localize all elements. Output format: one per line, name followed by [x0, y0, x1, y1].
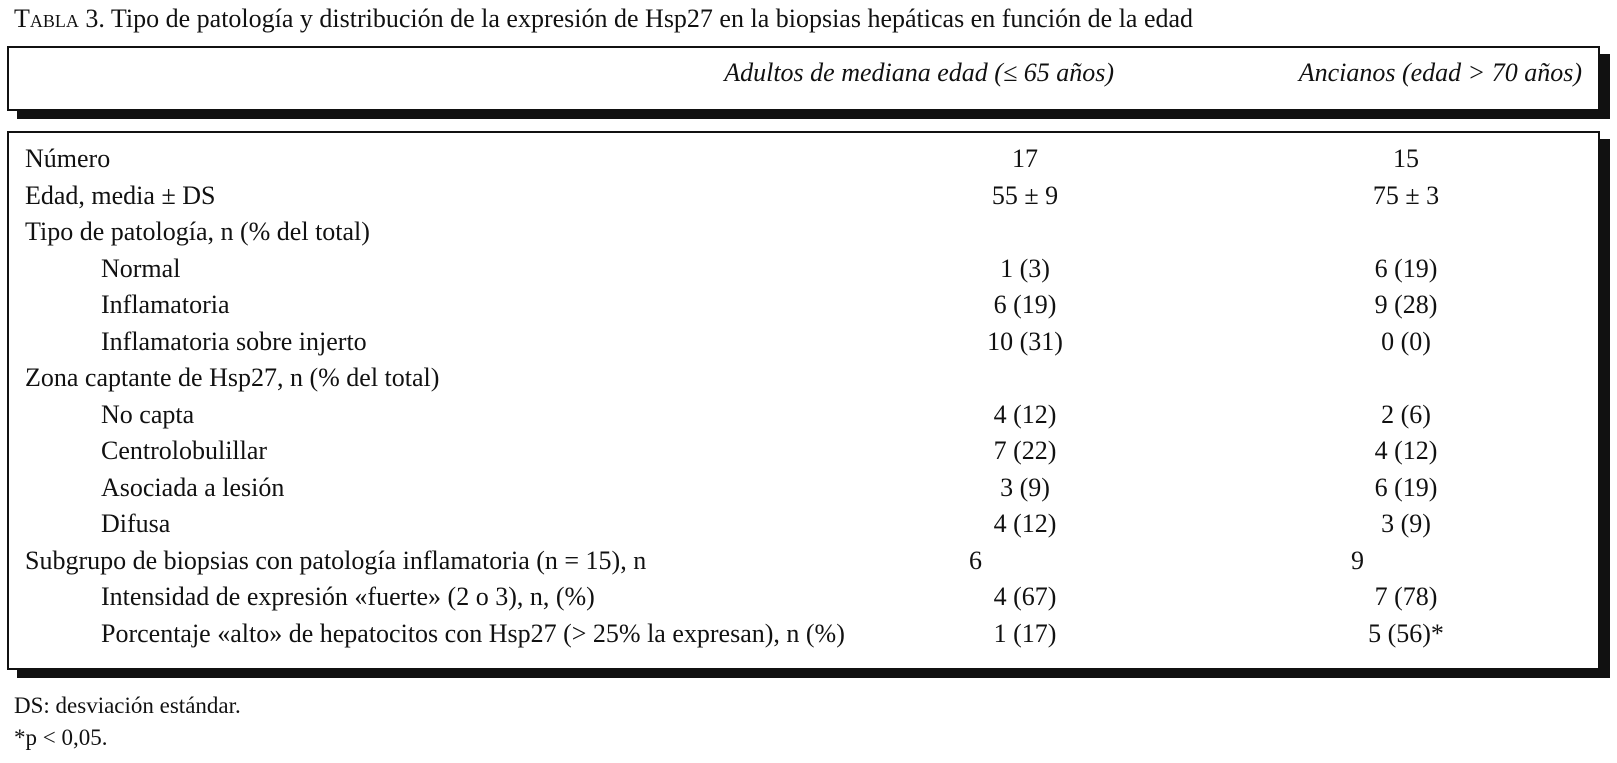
- row-value-adultos: 6 (19): [993, 290, 1057, 319]
- footnote-p: *p < 0,05.: [14, 725, 108, 750]
- row-label: Asociada a lesión: [101, 472, 285, 502]
- row-label: Zona captante de Hsp27, n (% del total): [25, 363, 440, 392]
- table-row: [9, 251, 1598, 288]
- table-row: [9, 178, 1598, 215]
- row-value-ancianos: 9: [1351, 545, 1364, 575]
- row-value-ancianos: 4 (12): [1374, 436, 1438, 465]
- table-row: [9, 214, 1598, 251]
- row-label: Inflamatoria sobre injerto: [101, 326, 367, 356]
- table-header: [7, 46, 1600, 111]
- table-row: [9, 470, 1598, 507]
- header-col-ancianos: Ancianos (edad > 70 años): [1298, 58, 1582, 87]
- row-label: Número: [25, 144, 111, 173]
- row-value-ancianos: 2 (6): [1381, 399, 1431, 429]
- row-value-adultos: 1 (3): [1000, 253, 1050, 283]
- row-value-adultos: 7 (22): [993, 436, 1057, 465]
- row-value-adultos: 4 (67): [993, 582, 1057, 611]
- row-value-ancianos: 3 (9): [1381, 509, 1431, 538]
- header-col-adultos: Adultos de mediana edad (≤ 65 años): [724, 58, 1114, 87]
- row-value-ancianos: 75 ± 3: [1372, 180, 1440, 210]
- row-label: Porcentaje «alto» de hepatocitos con Hsp27 (> 25% la expresan), n (%): [101, 618, 845, 648]
- table-caption-label: Tabla 3.: [14, 4, 105, 33]
- row-label: Normal: [101, 253, 181, 283]
- table-row: [9, 360, 1598, 397]
- footnote-ds: DS: desviación estándar.: [14, 693, 241, 718]
- table-body: [7, 131, 1600, 670]
- table-caption: [14, 2, 1193, 36]
- row-label: Inflamatoria: [101, 290, 230, 319]
- table-caption-text: Tipo de patología y distribución de la expresión de Hsp27 en la biopsias hepáticas en función de la edad: [110, 4, 1194, 33]
- table-row: [9, 616, 1598, 653]
- row-value-ancianos: 9 (28): [1374, 290, 1438, 319]
- table-row: [9, 579, 1598, 616]
- row-value-adultos: 6: [969, 545, 982, 575]
- row-value-adultos: 55 ± 9: [991, 180, 1059, 210]
- row-value-ancianos: 6 (19): [1374, 472, 1438, 502]
- row-value-adultos: 4 (12): [993, 399, 1057, 429]
- row-value-adultos: 3 (9): [1000, 472, 1050, 502]
- table-row: [9, 141, 1598, 178]
- table-rows: [9, 141, 1598, 652]
- row-value-ancianos: 0 (0): [1381, 326, 1431, 356]
- row-label: Intensidad de expresión «fuerte» (2 o 3), n, (%): [101, 582, 595, 611]
- row-label: Edad, media ± DS: [25, 180, 216, 210]
- row-label: Subgrupo de biopsias con patología inflamatoria (n = 15), n: [25, 545, 647, 575]
- row-label: Tipo de patología, n (% del total): [25, 217, 370, 246]
- table-row: [9, 506, 1598, 543]
- row-label: Centrolobulillar: [101, 436, 268, 465]
- row-value-adultos: 17: [1012, 144, 1038, 173]
- table-row: [9, 324, 1598, 361]
- row-value-adultos: 1 (17): [993, 618, 1057, 648]
- row-label: Difusa: [101, 509, 171, 538]
- table-footnotes: [14, 690, 241, 754]
- row-value-ancianos: 15: [1393, 144, 1419, 173]
- table-row: [9, 543, 1598, 580]
- row-value-adultos: 10 (31): [987, 326, 1063, 356]
- row-value-ancianos: 7 (78): [1374, 582, 1438, 611]
- row-value-ancianos: 6 (19): [1374, 253, 1438, 283]
- table-row: [9, 287, 1598, 324]
- row-value-ancianos: 5 (56)*: [1368, 618, 1444, 648]
- table-row: [9, 433, 1598, 470]
- row-label: No capta: [101, 399, 195, 429]
- row-value-adultos: 4 (12): [993, 509, 1057, 538]
- table-row: [9, 397, 1598, 434]
